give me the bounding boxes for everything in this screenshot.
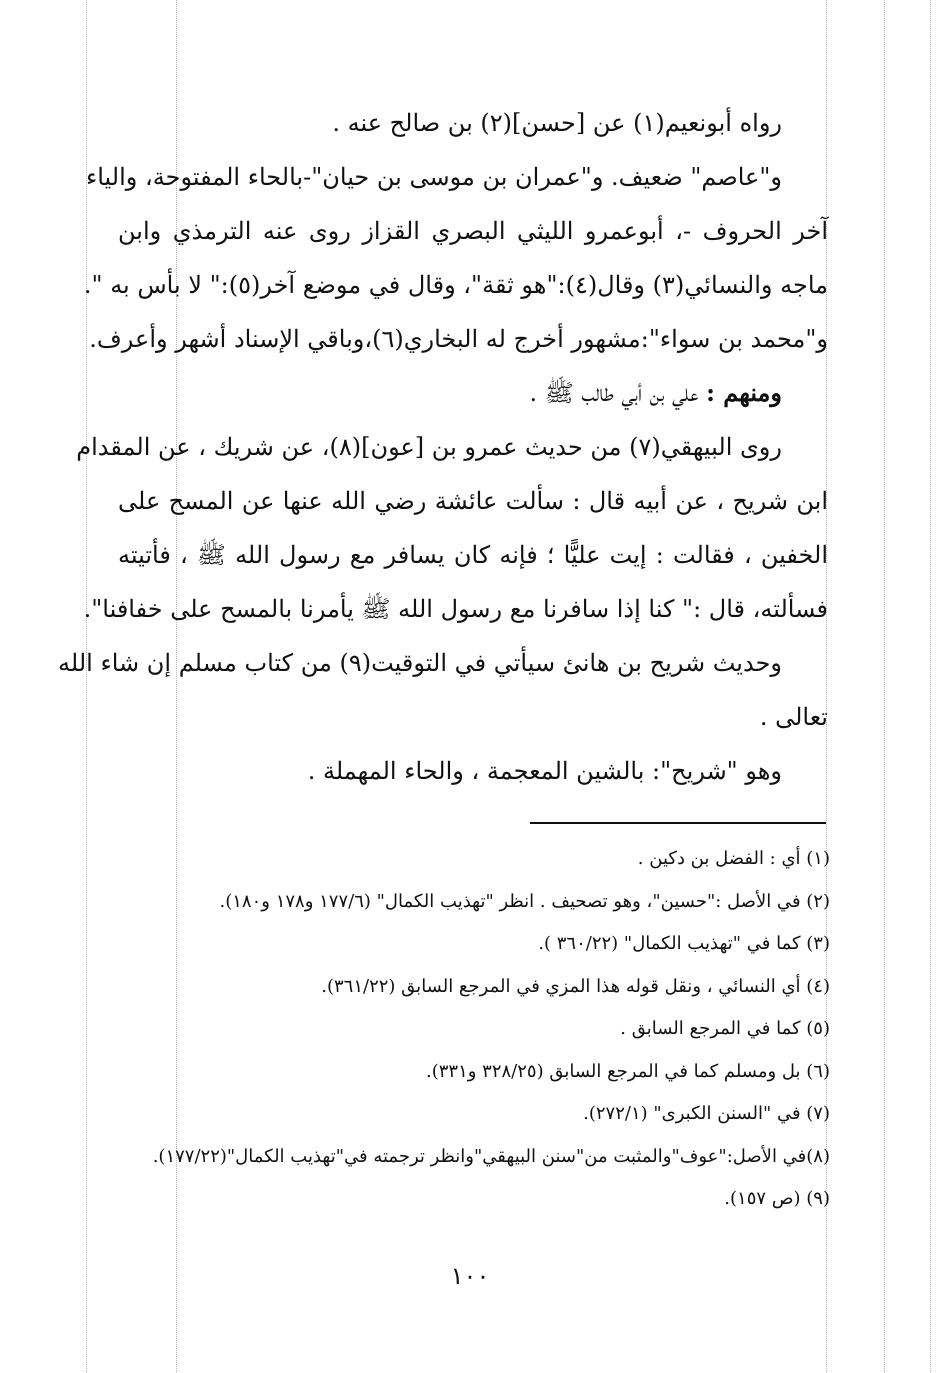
main-text: [58, 96, 828, 798]
footnote: (١) أي : الفضل بن دكين .: [637, 848, 830, 869]
footnote: (٦) بل ومسلم كما في المرجع السابق (٣٢٨/٢٥ و٣٣١).: [425, 1060, 830, 1082]
footnote: (٩) (ص ١٥٧).: [724, 1188, 830, 1209]
text-line: الخفين ، فقالت : إيت عليًّا ؛ فإنه كان يسافر مع رسول الله ﷺ ، فأتيته: [118, 541, 828, 569]
footnotes: [118, 838, 830, 1221]
footnote: (٨)في الأصل:"عوف"والمثبت من"سنن البيهقي"وانظر ترجمته في"تهذيب الكمال"(١٧٧/٢٢).: [152, 1145, 830, 1167]
text-line: و"محمد بن سواء":مشهور أخرج له البخاري(٦)،وباقي الإسناد أشهر وأعرف.: [89, 325, 828, 353]
text-line: ابن شريح ، عن أبيه قال : سألت عائشة رضي الله عنها عن المسح على: [118, 487, 828, 515]
footnote: (٤) أي النسائي ، ونقل قوله هذا المزي في المرجع السابق (٣٦١/٢٢).: [321, 975, 830, 997]
text-line: ماجه والنسائي(٣) وقال(٤):"هو ثقة"، وقال في موضع آخر(٥):" لا بأس به ".: [83, 271, 828, 299]
footnote-separator: [530, 822, 826, 824]
footnote: (٥) كما في المرجع السابق .: [620, 1018, 830, 1039]
section-heading-text: علي بن أبي طالب ﷺ .: [529, 379, 699, 407]
text-line: وهو "شريح": بالشين المعجمة ، والحاء المهملة .: [307, 757, 782, 785]
text-line: فسألته، قال :" كنا إذا سافرنا مع رسول الله ﷺ يأمرنا بالمسح على خفافنا".: [83, 595, 828, 623]
text-line: آخر الحروف -، أبوعمرو الليثي البصري القزاز روى عنه الترمذي وابن: [118, 217, 828, 245]
section-heading-line: [118, 366, 828, 420]
scan-guide-line: [884, 0, 885, 1373]
text-line: و"عاصم" ضعيف. و"عمران بن موسى بن حيان"-بالحاء المفتوحة، والياء: [85, 163, 782, 191]
page-number: ١٠٠: [450, 1262, 490, 1290]
scan-guide-line: [930, 0, 931, 1373]
footnote: (٣) كما في "تهذيب الكمال" (٣٦٠/٢٢ ).: [538, 933, 830, 954]
text-line: تعالى .: [759, 703, 828, 731]
text-line: وحديث شريح بن هانئ سيأتي في التوقيت(٩) من كتاب مسلم إن شاء الله: [58, 649, 782, 677]
text-line: روى البيهقي(٧) من حديث عمرو بن [عون](٨)، عن شريك ، عن المقدام: [76, 433, 782, 461]
footnote: (٢) في الأصل :"حسين"، وهو تصحيف . انظر "تهذيب الكمال" (١٧٧/٦ و١٧٨ و١٨٠).: [219, 890, 830, 912]
text-line: رواه أبونعيم(١) عن [حسن](٢) بن صالح عنه .: [332, 109, 782, 137]
section-heading: ومنهم :: [706, 378, 782, 407]
footnote: (٧) في "السنن الكبرى" (٢٧٢/١).: [583, 1103, 830, 1124]
